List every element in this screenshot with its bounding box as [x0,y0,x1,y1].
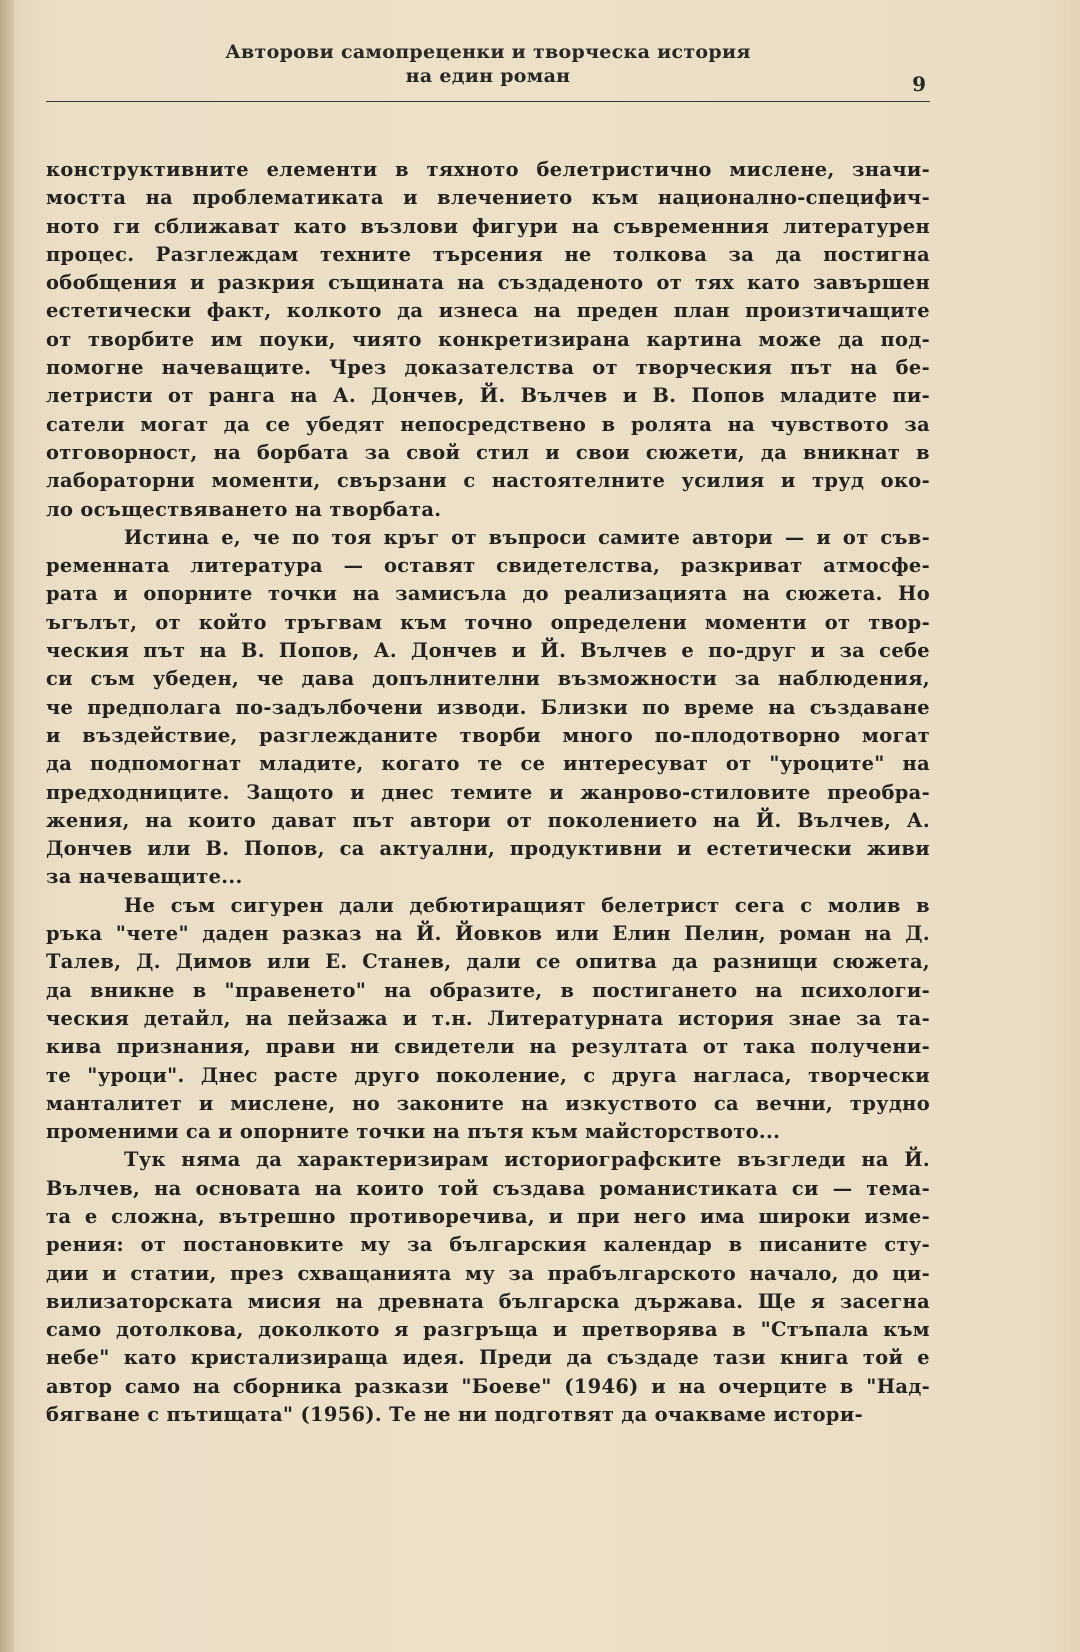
text-line: от творбите им поуки, чиято конкретизирана картина може да под- [46,327,930,351]
text-line: вилизаторската мисия на древната българска държава. Ще я засегна [46,1289,930,1313]
text-line: Вълчев, на основата на които той създава романистиката си — тема- [46,1176,930,1200]
text-line: ло осъществяването на творбата. [46,497,442,521]
text-line: те "уроци". Днес расте друго поколение, с друга нагласа, творчески [46,1063,930,1087]
text-line: процес. Разглеждам техните търсения не толкова за да постигна [46,242,930,266]
text-line: Дончев или В. Попов, са актуални, продуктивни и естетически живи [46,837,930,861]
text-line: отговорност, на борбата за свой стил и свои сюжети, да вникнат в [46,440,930,464]
text-line: ческия път на В. Попов, А. Дончев и Й. Вълчев е по-друг и за себе [46,639,930,663]
text-line: предходниците. Защото и днес темите и жанрово-стиловите преобра- [46,780,930,804]
text-line: Не съм сигурен дали дебютиращият белетрист сега с молив в [124,893,930,917]
text-line: та е сложна, вътрешно противоречива, и при него има широки изме- [46,1204,930,1228]
text-line: ременната литература — оставят свидетелства, разкриват атмосфе- [46,554,930,578]
text-line: рения: от постановките му за българския календар в писаните сту- [46,1233,930,1257]
text-line: си съм убеден, че дава допълнителни възможности за наблюдения, [46,667,930,691]
text-line: ръка "чете" даден разказ на Й. Йовков или Елин Пелин, роман на Д. [46,922,930,946]
body-text [46,156,930,1429]
text-line: бягване с пътищата" (1956). Те не ни подготвят да очакваме истори- [46,1403,863,1427]
text-line: Талев, Д. Димов или Е. Станев, дали се опитва да разнищи сюжета, [46,950,930,974]
text-line: кива признания, прави ни свидетели на резултата от така получени- [46,1035,930,1059]
text-line: променими са и опорните точки на пътя към майсторството... [46,1120,781,1144]
running-head [46,40,930,102]
text-line: мостта на проблематиката и влечението към национално-специфич- [46,186,930,210]
text-line: сатели могат да се убедят непосредствено в ролята на чувството за [46,412,930,436]
text-line: естетически факт, колкото да изнеса на преден план произтичащите [46,299,930,323]
text-line: жения, на които дават път автори от поколението на Й. Вълчев, А. [46,808,930,832]
running-head-line-2: на един роман [405,65,571,87]
text-line: само дотолкова, доколкото я разгръща и претворява в "Стъпала към [46,1318,930,1342]
text-line: Тук няма да характеризирам историографските възгледи на Й. [124,1148,930,1172]
text-line: лабораторни моменти, свързани с настоятелните усилия и труд око- [46,469,930,493]
text-line: конструктивните елементи в тяхното белетристично мислене, значи- [46,158,930,181]
text-line: ческия детайл, на пейзажа и т.н. Литературната история знае за та- [46,1006,930,1030]
text-line: автор само на сборника разкази "Боеве" (1946) и на очерците в "Над- [46,1374,930,1398]
text-line: за начеващите... [46,865,243,889]
text-line: манталитет и мислене, но законите на изкуството са вечни, трудно [46,1091,930,1115]
text-line: ното ги сближават като възлови фигури на съвременния литературен [46,214,930,238]
text-line: обобщения и разкрия същината на създаденото от тях като завършен [46,271,930,295]
running-head-line-1: Авторови самопреценки и творческа история [225,41,751,63]
text-line: дии и статии, през схващанията му за прабългарското начало, до ци- [46,1261,930,1285]
text-line: и въздействие, разглежданите творби много по-плодотворно могат [46,723,930,747]
text-line: Истина е, че по тоя кръг от въпроси самите автори — и от съв- [124,525,930,549]
text-line: че предполага по-задълбочени изводи. Близки по време на създаване [46,695,930,719]
text-line: да подпомогнат младите, когато те се интересуват от "уроците" на [46,752,930,776]
header-rule [46,101,930,102]
text-line: да вникне в "правенето" на образите, в постигането на психологи- [46,978,930,1002]
text-line: ъгълът, от който тръгвам към точно определени моменти от твор- [46,610,930,634]
text-line: небе" като кристализираща идея. Преди да създаде тази книга той е [46,1346,930,1370]
text-line: рата и опорните точки на замисъла до реализацията на сюжета. Но [46,582,930,606]
page-number: 9 [912,72,926,96]
book-spine-shadow [0,0,14,1652]
text-line: летристи от ранга на А. Дончев, Й. Вълчев и В. Попов младите пи- [46,384,930,408]
text-line: помогне начеващите. Чрез доказателства от творческия път на бе- [46,356,930,380]
